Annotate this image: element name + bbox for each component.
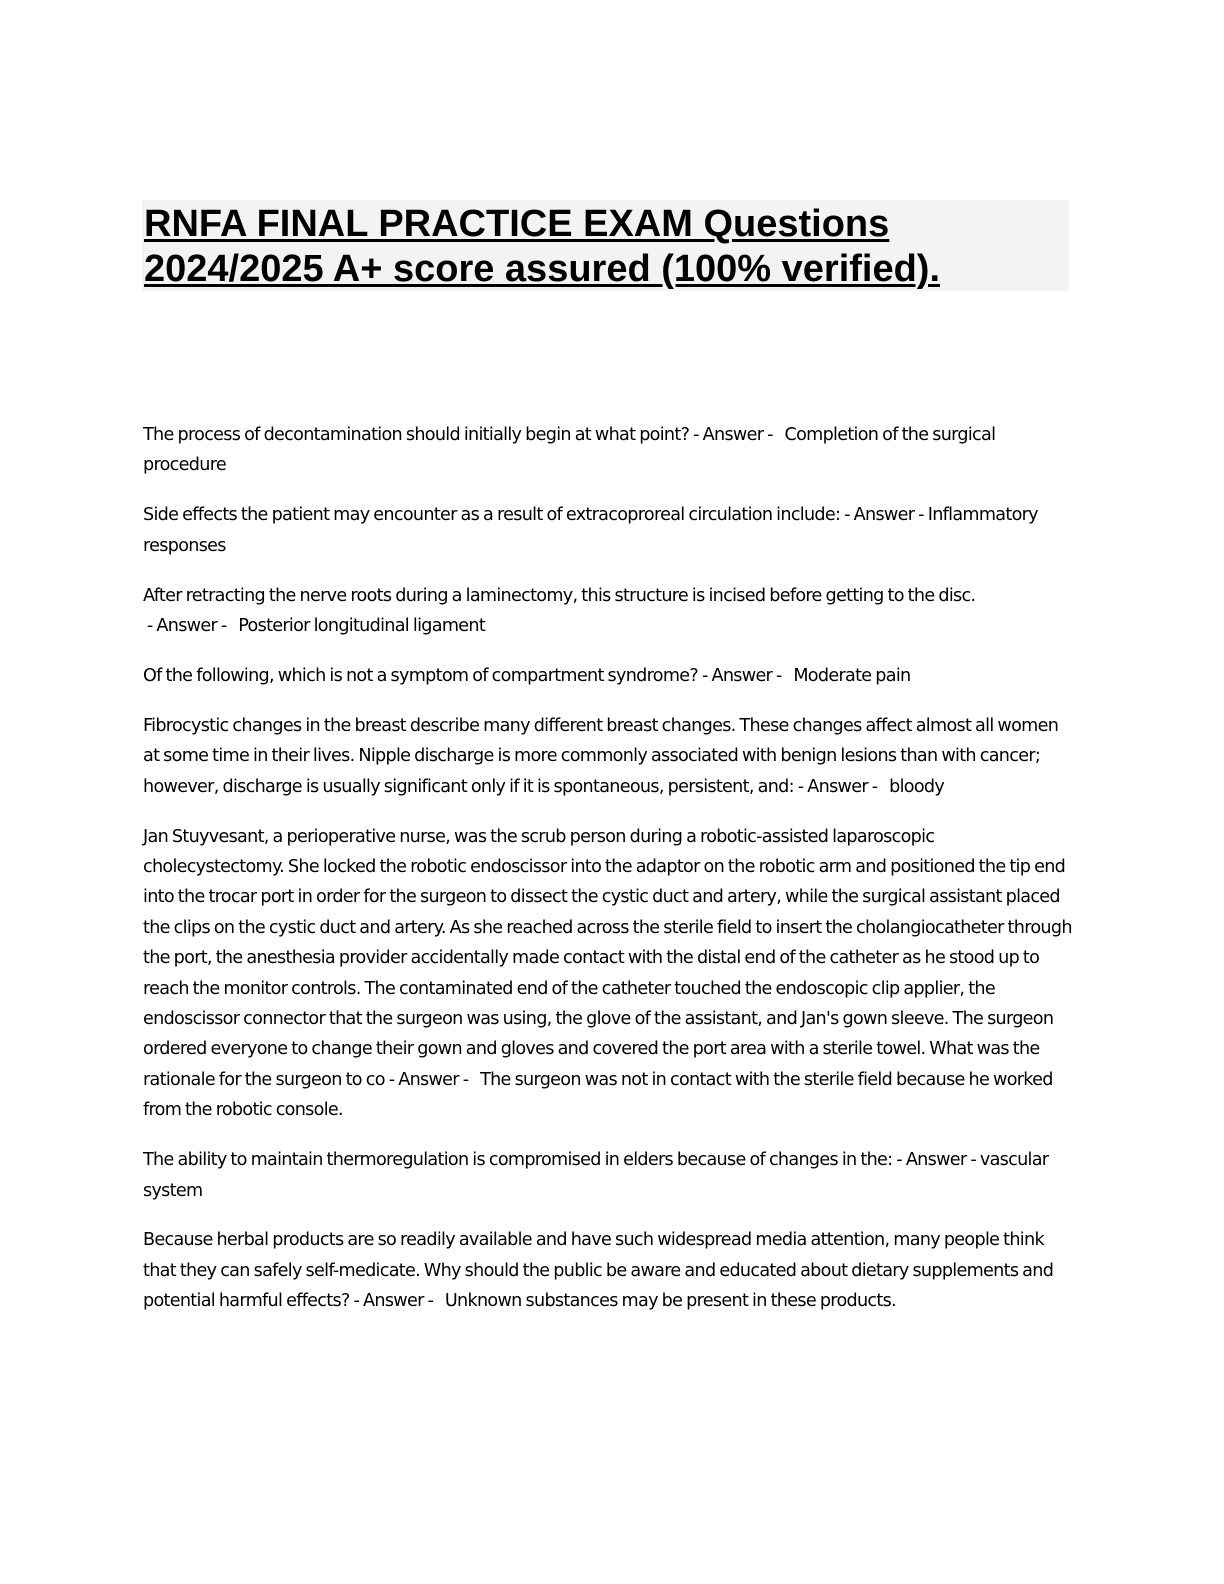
answer-text: The surgeon was not in contact with the sterile field because he worked from the robotic console.	[143, 1069, 1053, 1121]
question-text: Fibrocystic changes in the breast describe many different breast changes. These changes affect almost all women at some time in their lives. Nipple discharge is more commonly associated with benign lesions than with cancer; however, discharge is usually significant only if it is spontaneous, persistent, and:	[143, 715, 1059, 797]
qa-item	[143, 500, 1073, 561]
qa-item	[143, 1225, 1073, 1316]
qa-item	[143, 661, 1073, 691]
question-text: Of the following, which is not a symptom of compartment syndrome?	[143, 665, 699, 686]
question-text: The ability to maintain thermoregulation is compromised in elders because of changes in the:	[143, 1150, 893, 1171]
qa-item	[143, 420, 1073, 481]
answer-separator: - Answer -	[143, 616, 239, 637]
question-text: Because herbal products are so readily available and have such widespread media attention, many people think that they can safely self-medicate. Why should the public be aware and educated about dietary supplements and potential harmful effects?	[143, 1230, 1054, 1312]
answer-separator: - Answer -	[349, 1291, 445, 1312]
question-text: The process of decontamination should initially begin at what point?	[143, 425, 690, 445]
title-block	[142, 200, 1069, 291]
answer-separator: - Answer -	[793, 776, 890, 797]
answer-separator: - Answer -	[384, 1069, 481, 1090]
question-text: Side effects the patient may encounter as a result of extracoproreal circulation include:	[143, 505, 841, 526]
qa-list	[143, 420, 1073, 1336]
qa-item	[143, 1145, 1073, 1206]
answer-separator: - Answer -	[892, 1150, 980, 1171]
qa-item	[143, 822, 1073, 1126]
answer-text: bloody	[889, 776, 945, 797]
question-text: Jan Stuyvesant, a perioperative nurse, was the scrub person during a robotic-assisted laparoscopic cholecystectomy. She locked the robotic endoscissor into the adaptor on the robotic arm and positioned the tip end into the trocar port in order for the surgeon to dissect the cystic duct and artery, while the surgical assistant placed the clips on the cystic duct and artery. As she reached across the sterile field to insert the cholangiocatheter through the port, the anesthesia provider accidentally made contact with the distal end of the catheter as he stood up to reach the monitor controls. The contaminated end of the catheter touched the endoscopic clip applier, the endoscissor connector that the surgeon was using, the glove of the assistant, and Jan's gown sleeve. The surgeon ordered everyone to change their gown and gloves and covered the port area with a sterile towel. What was the rationale for the surgeon to co	[143, 826, 1072, 1090]
answer-separator: - Answer -	[840, 505, 928, 526]
page-title-line-2: 2024/2025 A+ score assured (100% verified).	[144, 248, 941, 290]
answer-text: vascular system	[143, 1150, 1049, 1201]
answer-text: Posterior longitudinal ligament	[238, 616, 486, 637]
answer-text: Inflammatory responses	[143, 505, 1038, 556]
answer-separator: - Answer -	[698, 665, 794, 686]
page-title-line-1: RNFA FINAL PRACTICE EXAM Questions	[144, 203, 890, 245]
answer-text: Completion of the surgical procedure	[143, 425, 996, 476]
qa-item	[143, 581, 1073, 642]
answer-separator: - Answer -	[689, 425, 785, 445]
qa-item	[143, 711, 1073, 802]
answer-text: Unknown substances may be present in these products.	[444, 1291, 896, 1312]
answer-text: Moderate pain	[793, 665, 911, 686]
question-text: After retracting the nerve roots during a laminectomy, this structure is incised before getting to the disc.	[143, 585, 976, 606]
